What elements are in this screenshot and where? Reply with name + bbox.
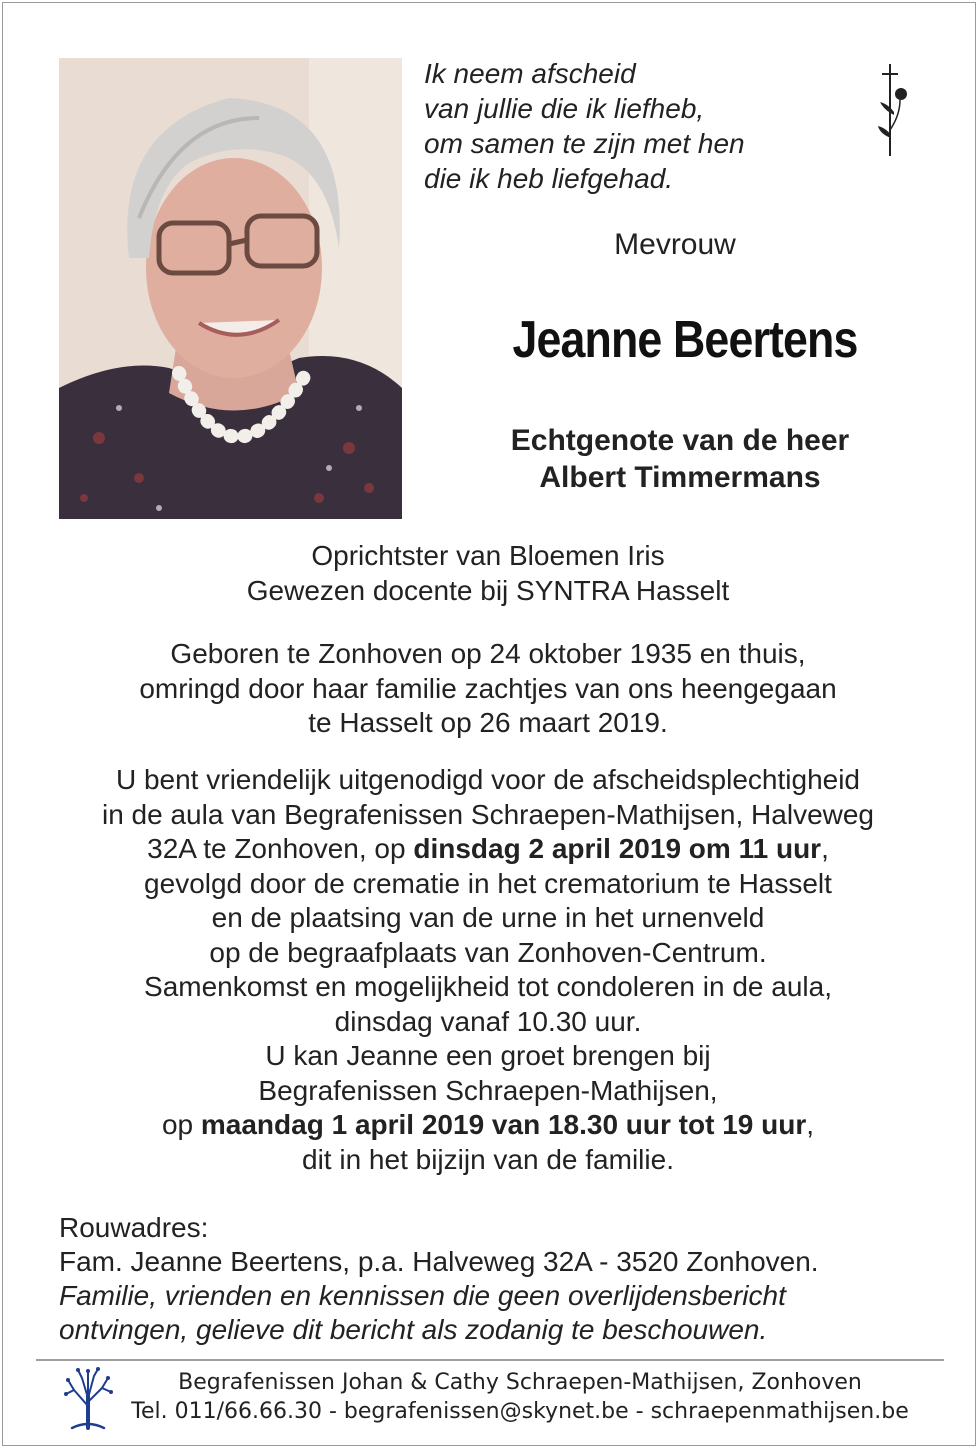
occupation-line: Gewezen docente bij SYNTRA Hasselt xyxy=(246,574,730,606)
funeral-home-footer xyxy=(120,1368,920,1426)
poem xyxy=(424,56,844,196)
invitation-line xyxy=(20,1108,956,1143)
funeral-home-name: Begrafenissen Johan & Cathy Schraepen-Mathijsen, Zonhoven xyxy=(178,1370,862,1395)
poem-line: van jullie die ik liefheb, xyxy=(424,93,705,124)
invitation-line: gevolgd door de crematie in het crematorium te Hasselt xyxy=(144,867,832,899)
mourning-address xyxy=(59,1211,939,1347)
poem-line: die ik heb liefgehad. xyxy=(424,163,674,194)
invitation-line: dinsdag vanaf 10.30 uur. xyxy=(334,1005,642,1037)
occupation xyxy=(20,539,956,608)
ceremony-date: dinsdag 2 april 2019 om 11 uur xyxy=(413,833,822,864)
tree-logo-icon xyxy=(62,1366,114,1430)
visitation-date: maandag 1 april 2019 van 18.30 uur tot 19 uur xyxy=(200,1109,807,1140)
address-note: ontvingen, gelieve dit bericht als zodanig te beschouwen. xyxy=(59,1314,768,1345)
birth-death-info xyxy=(20,637,956,741)
invitation-text: 32A te Zonhoven, op xyxy=(147,833,414,864)
address-line: Fam. Jeanne Beertens, p.a. Halveweg 32A - 3520 Zonhoven. xyxy=(59,1246,819,1277)
birth-line: Geboren te Zonhoven op 24 oktober 1935 en thuis, xyxy=(170,638,806,669)
birth-line: omringd door haar familie zachtjes van ons heengegaan xyxy=(139,672,837,704)
poem-line: Ik neem afscheid xyxy=(424,58,636,89)
poem-line: om samen te zijn met hen xyxy=(424,128,745,159)
invitation-line: en de plaatsing van de urne in het urnenveld xyxy=(211,902,765,933)
address-note: Familie, vrienden en kennissen die geen overlijdensbericht xyxy=(59,1280,786,1311)
invitation xyxy=(20,763,956,1177)
footer-divider xyxy=(36,1359,944,1361)
cross-rose-icon xyxy=(870,60,920,160)
occupation-line: Oprichtster van Bloemen Iris xyxy=(311,540,665,571)
spouse-info xyxy=(430,422,930,496)
spouse-line: Echtgenote van de heer xyxy=(510,424,850,457)
invitation-line: dit in het bijzijn van de familie. xyxy=(302,1143,674,1175)
portrait-photo xyxy=(59,58,402,519)
deceased-name: Jeanne Beertens xyxy=(512,311,858,369)
invitation-line: Begrafenissen Schraepen-Mathijsen, xyxy=(258,1074,718,1106)
birth-line: te Hasselt op 26 maart 2019. xyxy=(308,707,668,738)
honorific: Mevrouw xyxy=(614,228,736,261)
invitation-text: op xyxy=(161,1109,201,1140)
invitation-line xyxy=(20,832,956,867)
spouse-name: Albert Timmermans xyxy=(539,461,821,494)
invitation-line: U bent vriendelijk uitgenodigd voor de afscheidsplechtigheid xyxy=(115,764,861,795)
invitation-line: Samenkomst en mogelijkheid tot condoleren in de aula, xyxy=(144,971,832,1002)
invitation-line: in de aula van Begrafenissen Schraepen-Mathijsen, Halveweg xyxy=(101,798,875,830)
invitation-line: op de begraafplaats van Zonhoven-Centrum. xyxy=(209,936,767,968)
address-label: Rouwadres: xyxy=(59,1212,209,1243)
invitation-line: U kan Jeanne een groet brengen bij xyxy=(265,1040,711,1071)
invitation-text: , xyxy=(821,833,829,864)
invitation-text: , xyxy=(806,1109,815,1140)
funeral-home-contact: Tel. 011/66.66.30 - begrafenissen@skynet.be - schraepenmathijsen.be xyxy=(131,1399,909,1424)
